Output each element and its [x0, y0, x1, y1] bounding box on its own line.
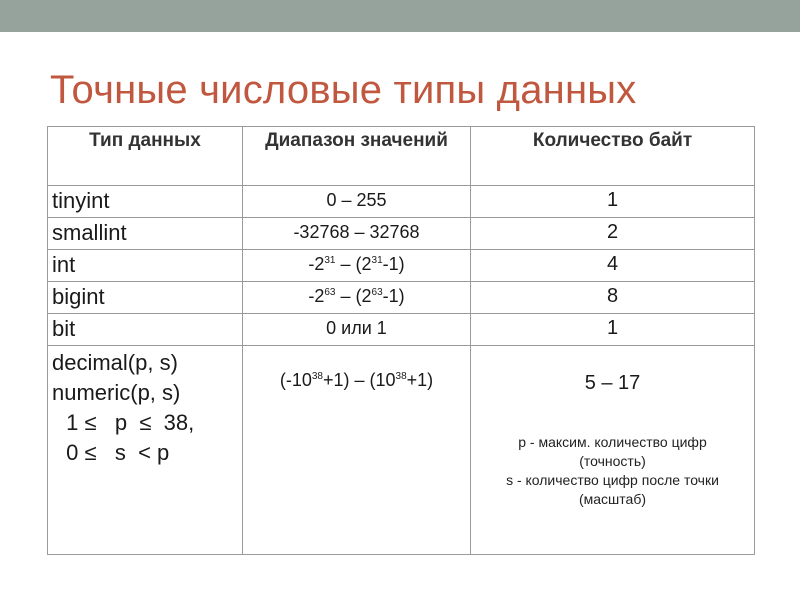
- table-row: [48, 186, 755, 218]
- slide-title: Точные числовые типы данных: [50, 68, 637, 112]
- header-bytes: Количество байт: [471, 127, 755, 186]
- type-line: decimal(p, s): [52, 350, 178, 375]
- type-cell: smallint: [48, 218, 243, 250]
- range-cell: $-2^{63} - (2^{63}-1)$: [243, 282, 471, 314]
- table-row: [48, 250, 755, 282]
- range-cell: $-2^{31} - (2^{31}-1)$: [243, 250, 471, 282]
- header-range: Диапазон значений: [243, 127, 471, 186]
- bytes-cell-decimal: [471, 346, 755, 555]
- table-row: [48, 218, 755, 250]
- data-types-table: [47, 126, 755, 555]
- range-cell: -32768 – 32768: [243, 218, 471, 250]
- bytes-cell: 1: [471, 186, 755, 218]
- top-bar: [0, 0, 800, 32]
- bytes-range: 5 – 17: [584, 372, 641, 394]
- type-cell: bit: [48, 314, 243, 346]
- type-cell: bigint: [48, 282, 243, 314]
- constraint-line: 1 ≤ p ≤ 38,: [60, 410, 195, 435]
- type-cell-decimal: [48, 346, 243, 555]
- type-line: numeric(p, s): [52, 380, 181, 405]
- constraint-line: 0 ≤ s < p: [60, 440, 170, 465]
- range-cell: 0 или 1: [243, 314, 471, 346]
- bytes-cell: 4: [471, 250, 755, 282]
- range-cell: 0 – 255: [243, 186, 471, 218]
- bytes-cell: 8: [471, 282, 755, 314]
- header-type: Тип данных: [48, 127, 243, 186]
- table-row: [48, 314, 755, 346]
- bytes-cell: 1: [471, 314, 755, 346]
- range-cell-decimal: $(-10^{38}+1) - (10^{38}+1)$: [243, 346, 471, 555]
- bytes-cell: 2: [471, 218, 755, 250]
- type-cell: int: [48, 250, 243, 282]
- precision-note: p - максим. количество цифр (точность) s - количество цифр после точки (масштаб): [506, 434, 719, 507]
- table-row-decimal: [48, 346, 755, 555]
- table-row: [48, 282, 755, 314]
- type-cell: tinyint: [48, 186, 243, 218]
